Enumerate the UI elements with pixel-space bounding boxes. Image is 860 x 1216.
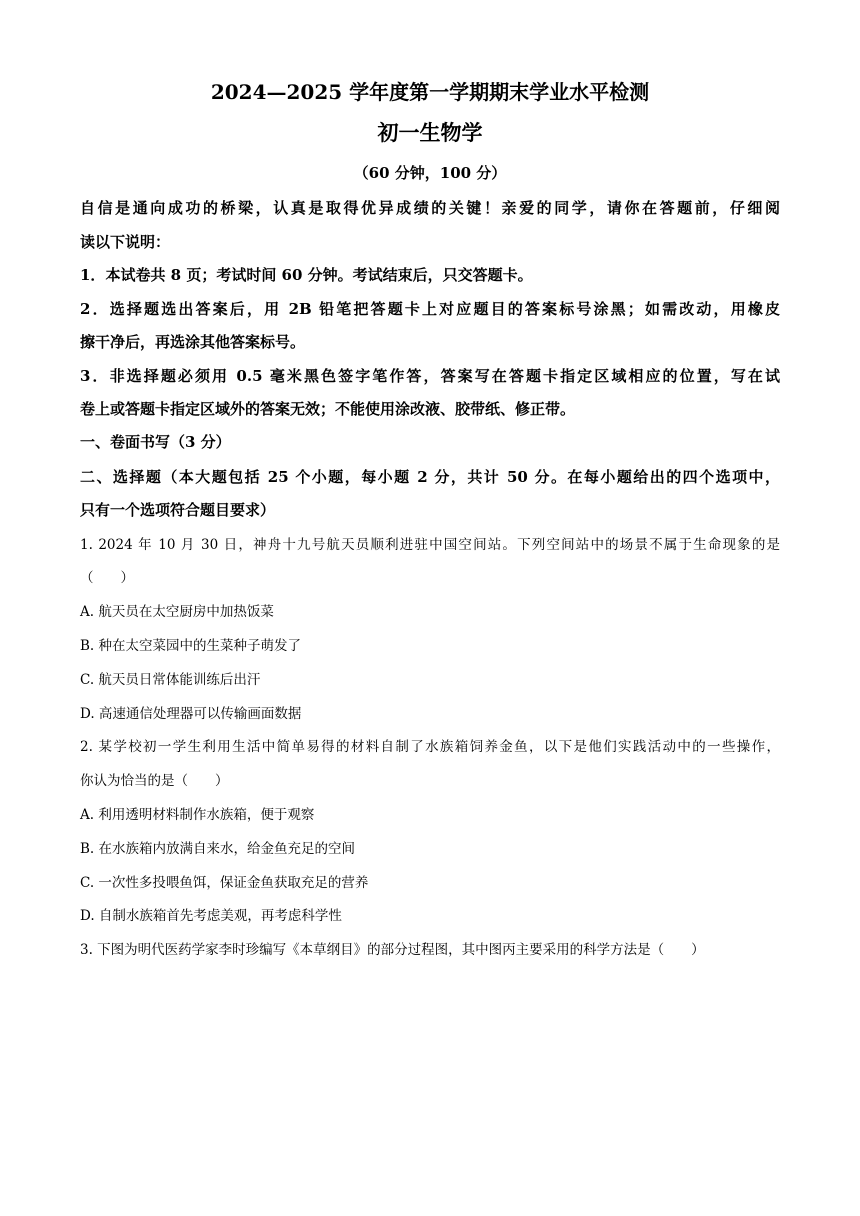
section-1-heading: 一、卷面书写（3 分） — [80, 433, 231, 451]
exam-title: 2024—2025 学年度第一学期期末学业水平检测 — [210, 80, 650, 104]
instruction-2-number: 2． — [80, 300, 110, 318]
question-2-option-d: D. 自制水族箱首先考虑美观，再考虑科学性 — [80, 908, 342, 924]
instruction-3-number: 3． — [80, 367, 110, 385]
question-1-option-d: D. 高速通信处理器可以传输画面数据 — [80, 706, 302, 722]
question-1-stem: 1. 2024 年 10 月 30 日，神舟十九号航天员顺利进驻中国空间站。下列空间站中的场景不属于生命现象的是 — [80, 537, 780, 553]
question-2-option-c: C. 一次性多投喂鱼饵，保证金鱼获取充足的营养 — [80, 875, 369, 891]
instruction-3 — [80, 366, 780, 386]
question-2-option-b: B. 在水族箱内放满自来水，给金鱼充足的空间 — [80, 841, 356, 857]
exam-time-score: （60 分钟，100 分） — [353, 164, 507, 182]
question-2-stem-continued: 你认为恰当的是（ ） — [80, 773, 229, 789]
instruction-2 — [80, 299, 780, 319]
question-1-option-a: A. 航天员在太空厨房中加热饭菜 — [80, 604, 274, 620]
intro-line-1: 自信是通向成功的桥梁，认真是取得优异成绩的关键！亲爱的同学，请你在答题前，仔细阅 — [80, 199, 780, 217]
instruction-1 — [80, 265, 780, 285]
exam-subject: 初一生物学 — [377, 120, 483, 145]
question-1-option-c: C. 航天员日常体能训练后出汗 — [80, 672, 261, 688]
question-1-answer-bracket: （ ） — [80, 570, 134, 586]
instruction-1-number: 1． — [80, 266, 106, 284]
instruction-2-continued: 擦干净后，再选涂其他答案标号。 — [80, 333, 306, 351]
question-1-option-b: B. 种在太空菜园中的生菜种子萌发了 — [80, 638, 302, 654]
instruction-1-text: 本试卷共 8 页；考试时间 60 分钟。考试结束后，只交答题卡。 — [105, 266, 533, 284]
question-2-option-a: A. 利用透明材料制作水族箱，便于观察 — [80, 807, 315, 823]
instruction-3-text: 非选择题必须用 0.5 毫米黑色签字笔作答，答案写在答题卡指定区域相应的位置，写在试 — [109, 367, 781, 385]
instruction-2-text: 选择题选出答案后，用 2B 铅笔把答题卡上对应题目的答案标号涂黑；如需改动，用橡皮 — [109, 300, 780, 318]
question-2-stem: 2. 某学校初一学生利用生活中简单易得的材料自制了水族箱饲养金鱼，以下是他们实践活动中的一些操作， — [80, 739, 780, 755]
question-3-stem: 3. 下图为明代医药学家李时珍编写《本草纲目》的部分过程图，其中图丙主要采用的科学方法是（ ） — [80, 942, 705, 958]
section-2-heading: 二、选择题（本大题包括 25 个小题，每小题 2 分，共计 50 分。在每小题给出的四个选项中， — [80, 468, 780, 486]
instruction-3-continued: 卷上或答题卡指定区域外的答案无效；不能使用涂改液、胶带纸、修正带。 — [80, 400, 576, 418]
section-2-heading-continued: 只有一个选项符合题目要求） — [80, 501, 276, 519]
intro-line-2: 读以下说明： — [80, 233, 171, 251]
